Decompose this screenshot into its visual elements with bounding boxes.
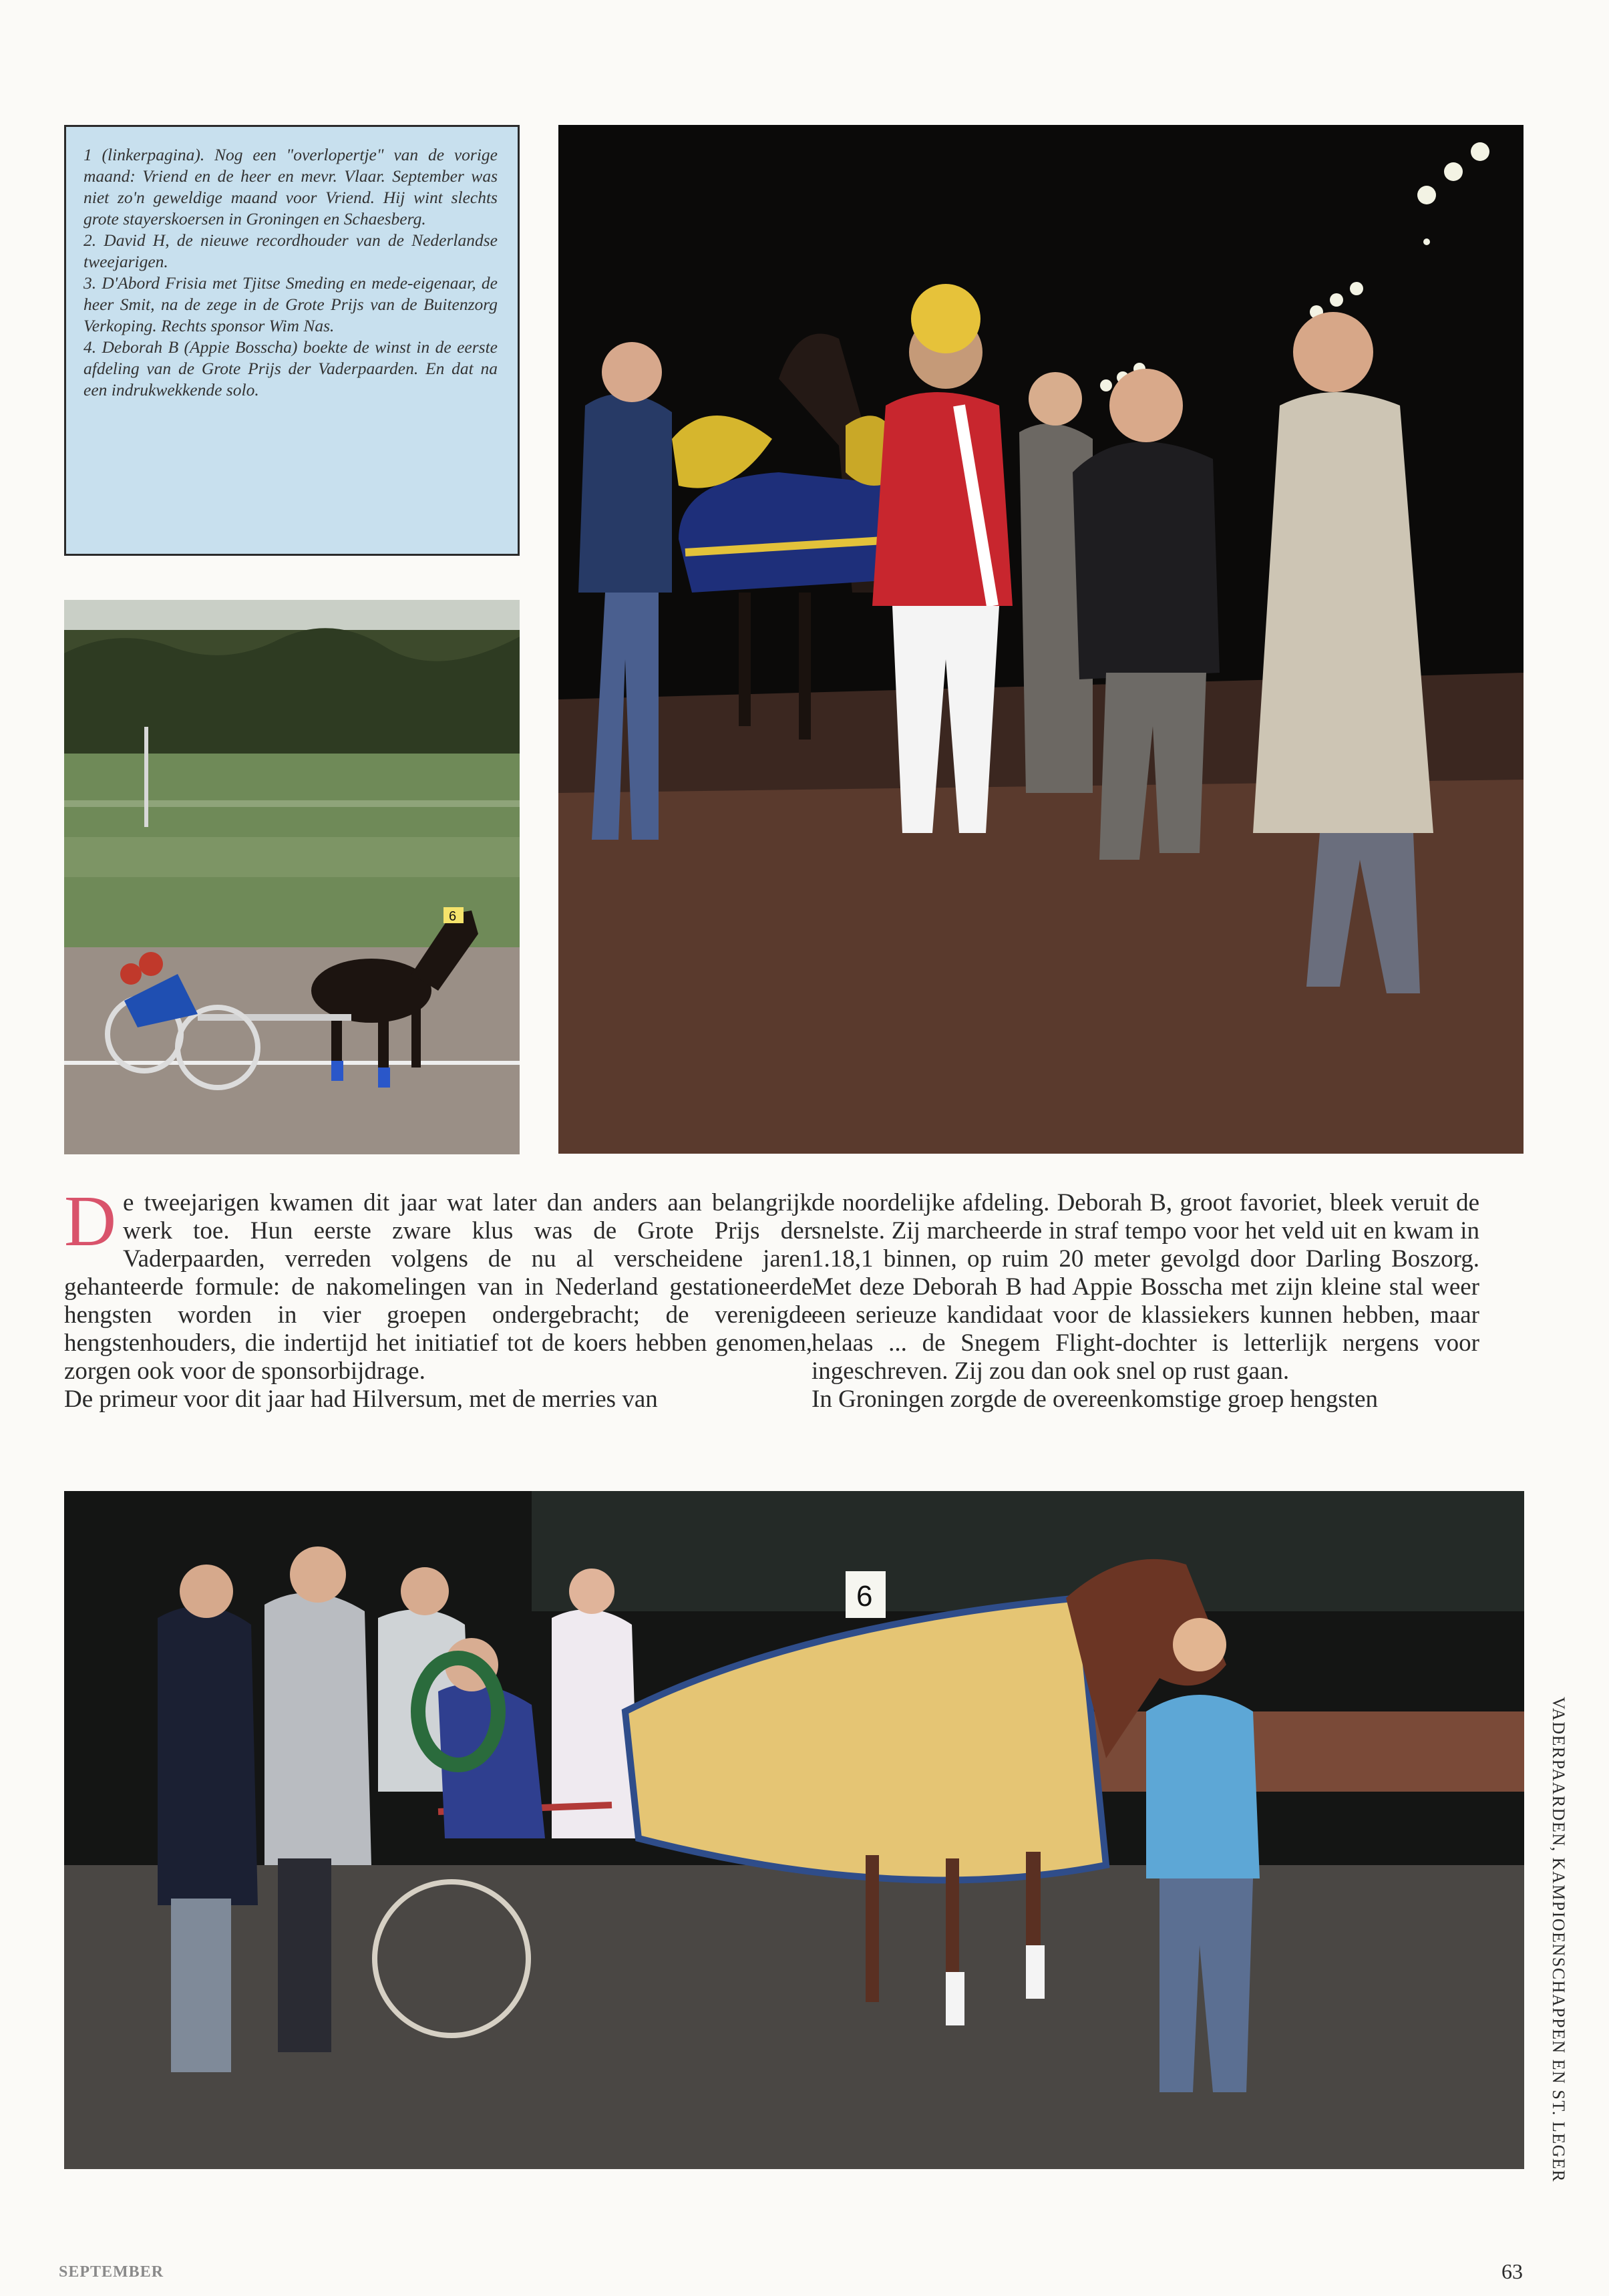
photo-trotter-racing [64, 600, 520, 1154]
drop-cap: D [64, 1182, 116, 1261]
caption-item-4: 4. Deborah B (Appie Bosscha) boekte de winst in de eerste afdeling van de Grote Prijs der Vaderpaarden. En dat na een indrukwekkende solo. [83, 337, 498, 399]
photo-winners-ceremony [558, 125, 1524, 1154]
footer-section-label: SEPTEMBER [59, 2263, 164, 2281]
article-paragraph: In Groningen zorgde de overeenkomstige groep hengsten [812, 1385, 1379, 1413]
article-column-right [812, 1189, 1479, 1414]
caption-item-1: 1 (linkerpagina). Nog een "overlopertje" van de vorige maand: Vriend en de heer en mevr. Vlaar. September was niet zo'n geweldige maand voor Vriend. Hij wint slechts grote stayerskoersen in Groningen en Schaesberg. [83, 145, 498, 228]
article-paragraph: De primeur voor dit jaar had Hilversum, met de merries van [64, 1385, 658, 1413]
ceremony-bib-number: 6 [856, 1580, 873, 1613]
caption-item-3: 3. D'Abord Frisia met Tjitse Smeding en mede-eigenaar, de heer Smit, na de zege in de Grote Prijs van de Buitenzorg Verkoping. Rechts sponsor Wim Nas. [83, 273, 498, 335]
article-paragraph [64, 1182, 812, 1385]
trotter-bib-number: 6 [449, 909, 457, 924]
article-paragraph-text: e tweejarigen kwamen dit jaar wat later dan anders aan belangrijk werk toe. Hun eerste zware klus was de Grote Prijs der Vaderpaarden, verreden volgens de nu al verscheidene jaren gehanteerde formule: de nakomelingen van in Nederland gestationeerde hengsten worden in vier groepen ondergebracht; de verenigde hengstenhouders, die indertijd het initiatief tot de koers hebben genomen, zorgen ook voor de sponsorbijdrage. [64, 1189, 812, 1385]
side-section-title [1548, 1697, 1575, 2183]
photo-prize-ceremony [64, 1491, 1524, 2169]
photo-caption-box [64, 125, 520, 556]
side-title-text: VADERPAARDEN, KAMPIOENSCHAPPEN EN ST. LEGER [1549, 1697, 1568, 2183]
page-number: 63 [1501, 2259, 1523, 2283]
article-paragraph: de noordelijke afdeling. Deborah B, groot favoriet, bleek veruit de snelste. Zij marcheerde in straf tempo voor het veld uit en kwam in 1.18,1 binnen, op ruim 20 meter gevolgd door Darling Boszorg. Met deze Deborah B had Appie Bosscha met zijn kleine stal weer een serieuze kandidaat voor de klassiekers kunnen hebben, maar helaas ... de Snegem Flight-dochter is letterlijk nergens voor ingeschreven. Zij zou dan ook snel op rust gaan. [812, 1189, 1479, 1385]
article-column-left [64, 1182, 812, 1414]
caption-item-2: 2. David H, de nieuwe recordhouder van de Nederlandse tweejarigen. [83, 230, 498, 271]
